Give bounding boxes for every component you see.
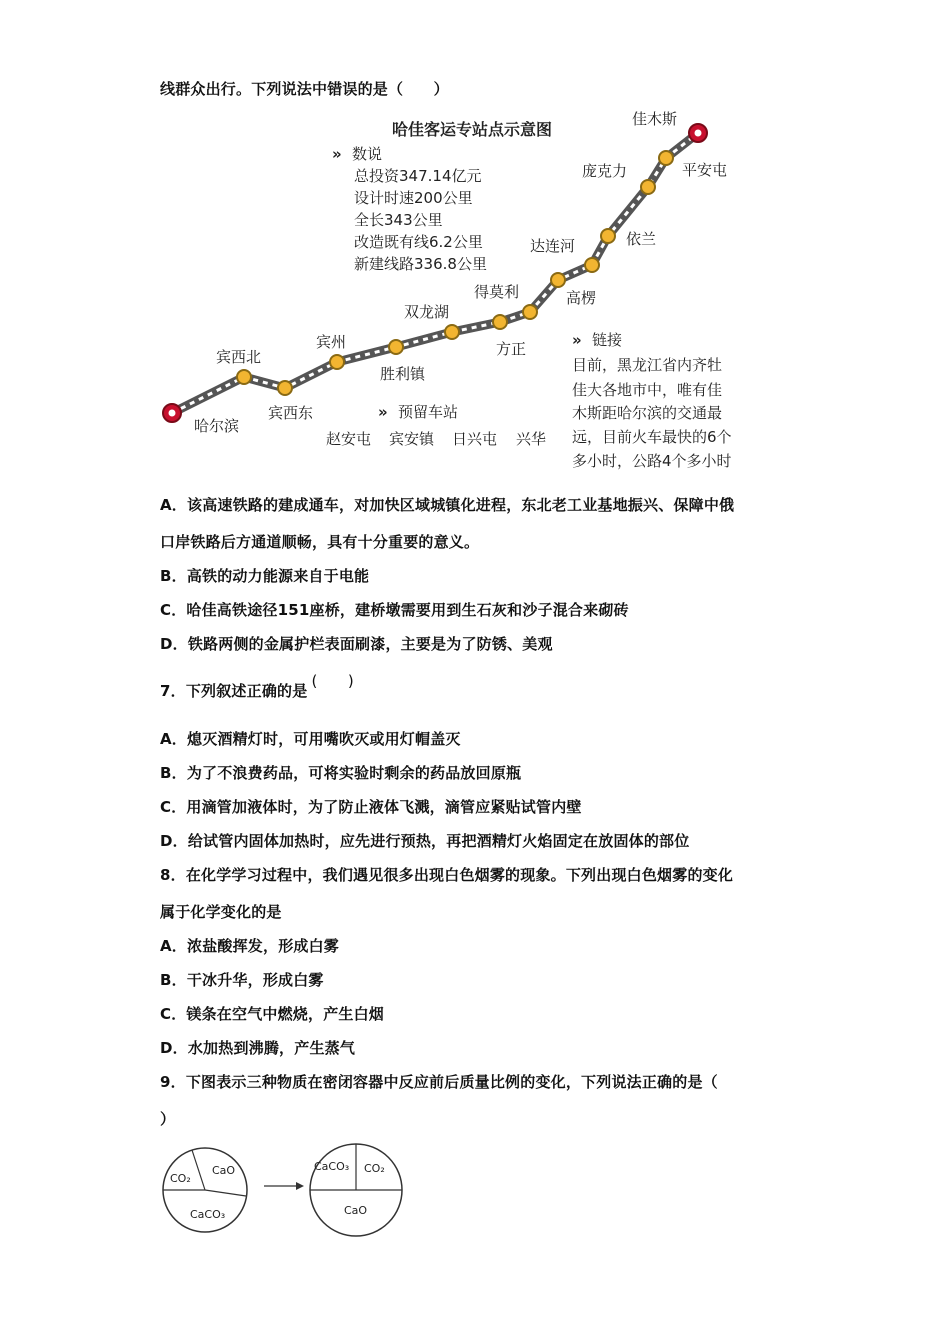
before-caco3-label: CaCO₃ — [190, 1208, 226, 1221]
arrow-icon — [264, 1182, 304, 1190]
station-dot-dalianhe — [551, 273, 565, 287]
mass-ratio-pie-diagram — [160, 1140, 420, 1245]
station-dot-hongkeli — [641, 180, 655, 194]
station-dot-binxibei — [237, 370, 251, 384]
q7-option-b: B．为了不浪费药品，可将实验时剩余的药品放回原瓶 — [160, 764, 522, 782]
q8-option-b: B．干冰升华，形成白雾 — [160, 971, 324, 989]
chevron-icon: » — [332, 145, 342, 163]
terminal-station-dot — [695, 130, 702, 137]
q6-option-a-line1: A．该高速铁路的建成通车，对加快区域城镇化进程，东北老工业基地振兴、保障中俄 — [160, 496, 735, 514]
pie-before — [163, 1148, 247, 1232]
after-cao-label: CaO — [344, 1204, 368, 1217]
q8-stem-line2: 属于化学变化的是 — [160, 903, 282, 921]
station-label-jiamusi: 佳木斯 — [632, 110, 678, 128]
station-dot-shuanglonghu — [445, 325, 459, 339]
station-label-binxidong: 宾西东 — [268, 404, 314, 422]
station-dot-binxidong — [278, 381, 292, 395]
q6-option-b: B．高铁的动力能源来自于电能 — [160, 567, 370, 585]
q8-stem-line1: 8．在化学学习过程中，我们遇见很多出现白色烟雾的现象。下列出现白色烟雾的变化 — [160, 866, 734, 884]
link-line: 远，目前火车最快的6个 — [572, 428, 732, 446]
data-line: 总投资347.14亿元 — [354, 167, 482, 185]
station-label-demoli: 得莫利 — [474, 283, 520, 301]
link-box — [572, 331, 732, 470]
station-dot-demoli — [523, 305, 537, 319]
reserved-station: 日兴屯 — [452, 430, 498, 448]
link-line: 佳大各地市中，唯有佳 — [572, 381, 723, 399]
q7-option-d: D．给试管内固体加热时，应先进行预热，再把酒精灯火焰固定在放固体的部位 — [160, 832, 690, 850]
terminal-station-dot — [169, 410, 176, 417]
q6-option-c: C．哈佳高铁途径151座桥，建桥墩需要用到生石灰和沙子混合来砌砖 — [160, 601, 629, 619]
station-label-hongkeli: 庞克力 — [582, 162, 628, 180]
station-dot-pingantun — [659, 151, 673, 165]
q8-option-c: C．镁条在空气中燃烧，产生白烟 — [160, 1005, 385, 1023]
station-dot-binzhou — [330, 355, 344, 369]
reserved-stations-box — [326, 403, 546, 448]
before-cao-label: CaO — [212, 1164, 236, 1177]
link-line: 木斯距哈尔滨的交通最 — [572, 404, 723, 422]
after-co2-label: CO₂ — [364, 1162, 385, 1175]
data-line: 新建线路336.8公里 — [354, 255, 487, 273]
link-line: 多小时，公路4个多小时 — [572, 452, 732, 470]
reserved-heading: 预留车站 — [398, 403, 459, 421]
q7-option-c: C．用滴管加液体时，为了防止液体飞溅，滴管应紧贴试管内壁 — [160, 798, 582, 816]
q8-option-a: A．浓盐酸挥发，形成白雾 — [160, 937, 340, 955]
station-label-binxibei: 宾西北 — [216, 348, 262, 366]
station-label-shuanglonghu: 双龙湖 — [404, 303, 450, 321]
link-line: 目前，黑龙江省内齐牡 — [572, 356, 723, 374]
station-dot-shenglizhen — [389, 340, 403, 354]
railway-map-figure — [160, 105, 800, 475]
data-line: 全长343公里 — [354, 211, 443, 229]
station-label-gaoleng: 高楞 — [566, 289, 597, 307]
chevron-icon: » — [572, 331, 582, 349]
data-box — [332, 145, 487, 273]
data-line: 改造既有线6.2公里 — [354, 233, 483, 251]
station-label-yilan: 依兰 — [626, 230, 657, 248]
before-co2-label: CO₂ — [170, 1172, 191, 1185]
q7-option-a: A．熄灭酒精灯时，可用嘴吹灭或用灯帽盖灭 — [160, 730, 461, 748]
station-label-binzhou: 宾州 — [316, 333, 347, 351]
chevron-icon: » — [378, 403, 388, 421]
reserved-station: 兴华 — [516, 430, 547, 448]
data-line: 设计时速200公里 — [354, 189, 473, 207]
q8-option-d: D．水加热到沸腾，产生蒸气 — [160, 1039, 356, 1057]
q9-stem-line1: 9．下图表示三种物质在密闭容器中反应前后质量比例的变化，下列说法正确的是（ — [160, 1073, 718, 1091]
q9-stem-line2: ） — [160, 1110, 176, 1128]
link-heading: 链接 — [592, 331, 623, 349]
map-title: 哈佳客运专站点示意图 — [392, 120, 553, 139]
q6-option-a-line2: 口岸铁路后方通道顺畅，具有十分重要的意义。 — [160, 533, 480, 551]
data-heading: 数说 — [352, 145, 383, 163]
station-label-shenglizhen: 胜利镇 — [380, 365, 426, 383]
q6-option-d: D．铁路两侧的金属护栏表面刷漆，主要是为了防锈、美观 — [160, 635, 553, 653]
station-label-dalianhe: 达连河 — [530, 237, 576, 255]
station-label-fangzheng: 方正 — [496, 340, 527, 358]
question-intro-line: 线群众出行。下列说法中错误的是（ ） — [160, 80, 449, 98]
reserved-station: 赵安屯 — [326, 430, 372, 448]
station-dot-fangzheng — [493, 315, 507, 329]
station-label-pingantun: 平安屯 — [682, 161, 728, 179]
q7-stem: 7．下列叙述正确的是 — [160, 682, 308, 700]
station-label-harbin: 哈尔滨 — [194, 417, 240, 435]
q7-answer-paren: ( ) — [311, 672, 354, 690]
station-dot-yilan — [601, 229, 615, 243]
station-dot-gaoleng — [585, 258, 599, 272]
q7-stem-row — [160, 672, 354, 701]
after-caco3-label: CaCO₃ — [314, 1160, 350, 1173]
pie-after — [310, 1144, 402, 1236]
reserved-station: 宾安镇 — [389, 430, 435, 448]
